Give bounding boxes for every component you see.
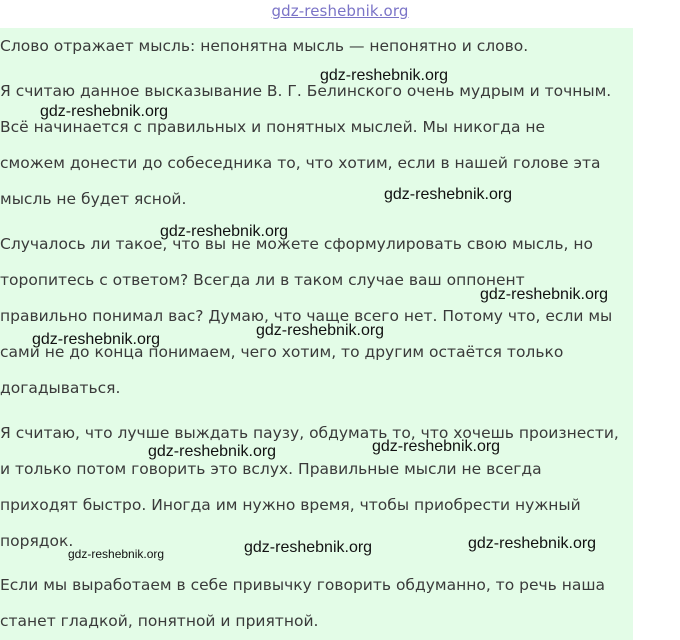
watermark: gdz-reshebnik.org [480, 286, 609, 303]
watermark: gdz-reshebnik.org [384, 186, 513, 203]
watermark: gdz-reshebnik.org [160, 223, 289, 240]
essay-line: правильно понимал вас? Думаю, что чаще всего нет. Потому что, если мы [0, 307, 613, 325]
essay-line: Я считаю данное высказывание В. Г. Белинского очень мудрым и точным. [0, 82, 612, 100]
watermark: gdz-reshebnik.org [148, 443, 277, 460]
essay-line: порядок. [0, 532, 74, 550]
essay-line: приходят быстро. Иногда им нужно время, чтобы приобрести нужный [0, 496, 581, 514]
essay-line: сами не до конца понимаем, чего хотим, то другим остаётся только [0, 343, 564, 361]
watermark: gdz-reshebnik.org [468, 535, 597, 552]
essay-line: Если мы выработаем в себе привычку говорить обдуманно, то речь наша [0, 576, 606, 594]
essay-line: Случалось ли такое, что вы не можете сформулировать свою мысль, но [0, 235, 593, 253]
essay-line: и только потом говорить это вслух. Правильные мысли не всегда [0, 460, 542, 478]
essay-line: торопитесь с ответом? Всегда ли в таком случае ваш оппонент [0, 271, 525, 289]
watermark: gdz-reshebnik.org [372, 438, 501, 455]
watermark: gdz-reshebnik.org [68, 547, 165, 561]
essay-line: Я считаю, что лучше выждать паузу, обдумать то, что хочешь произнести, [0, 424, 619, 442]
watermark: gdz-reshebnik.org [32, 331, 161, 348]
essay-line: мысль не будет ясной. [0, 190, 187, 208]
header-watermark-link[interactable]: gdz-reshebnik.org [271, 2, 409, 20]
watermark: gdz-reshebnik.org [244, 539, 373, 556]
watermark: gdz-reshebnik.org [320, 67, 449, 84]
watermark: gdz-reshebnik.org [256, 322, 385, 339]
essay-line: сможем донести до собеседника то, что хотим, если в нашей голове эта [0, 154, 601, 172]
essay-line: догадываться. [0, 379, 121, 397]
essay-line: Слово отражает мысль: непонятна мысль — непонятно и слово. [0, 37, 529, 55]
essay-line: станет гладкой, понятной и приятной. [0, 612, 319, 630]
watermark: gdz-reshebnik.org [40, 103, 169, 120]
essay-line: Всё начинается с правильных и понятных мыслей. Мы никогда не [0, 118, 546, 136]
